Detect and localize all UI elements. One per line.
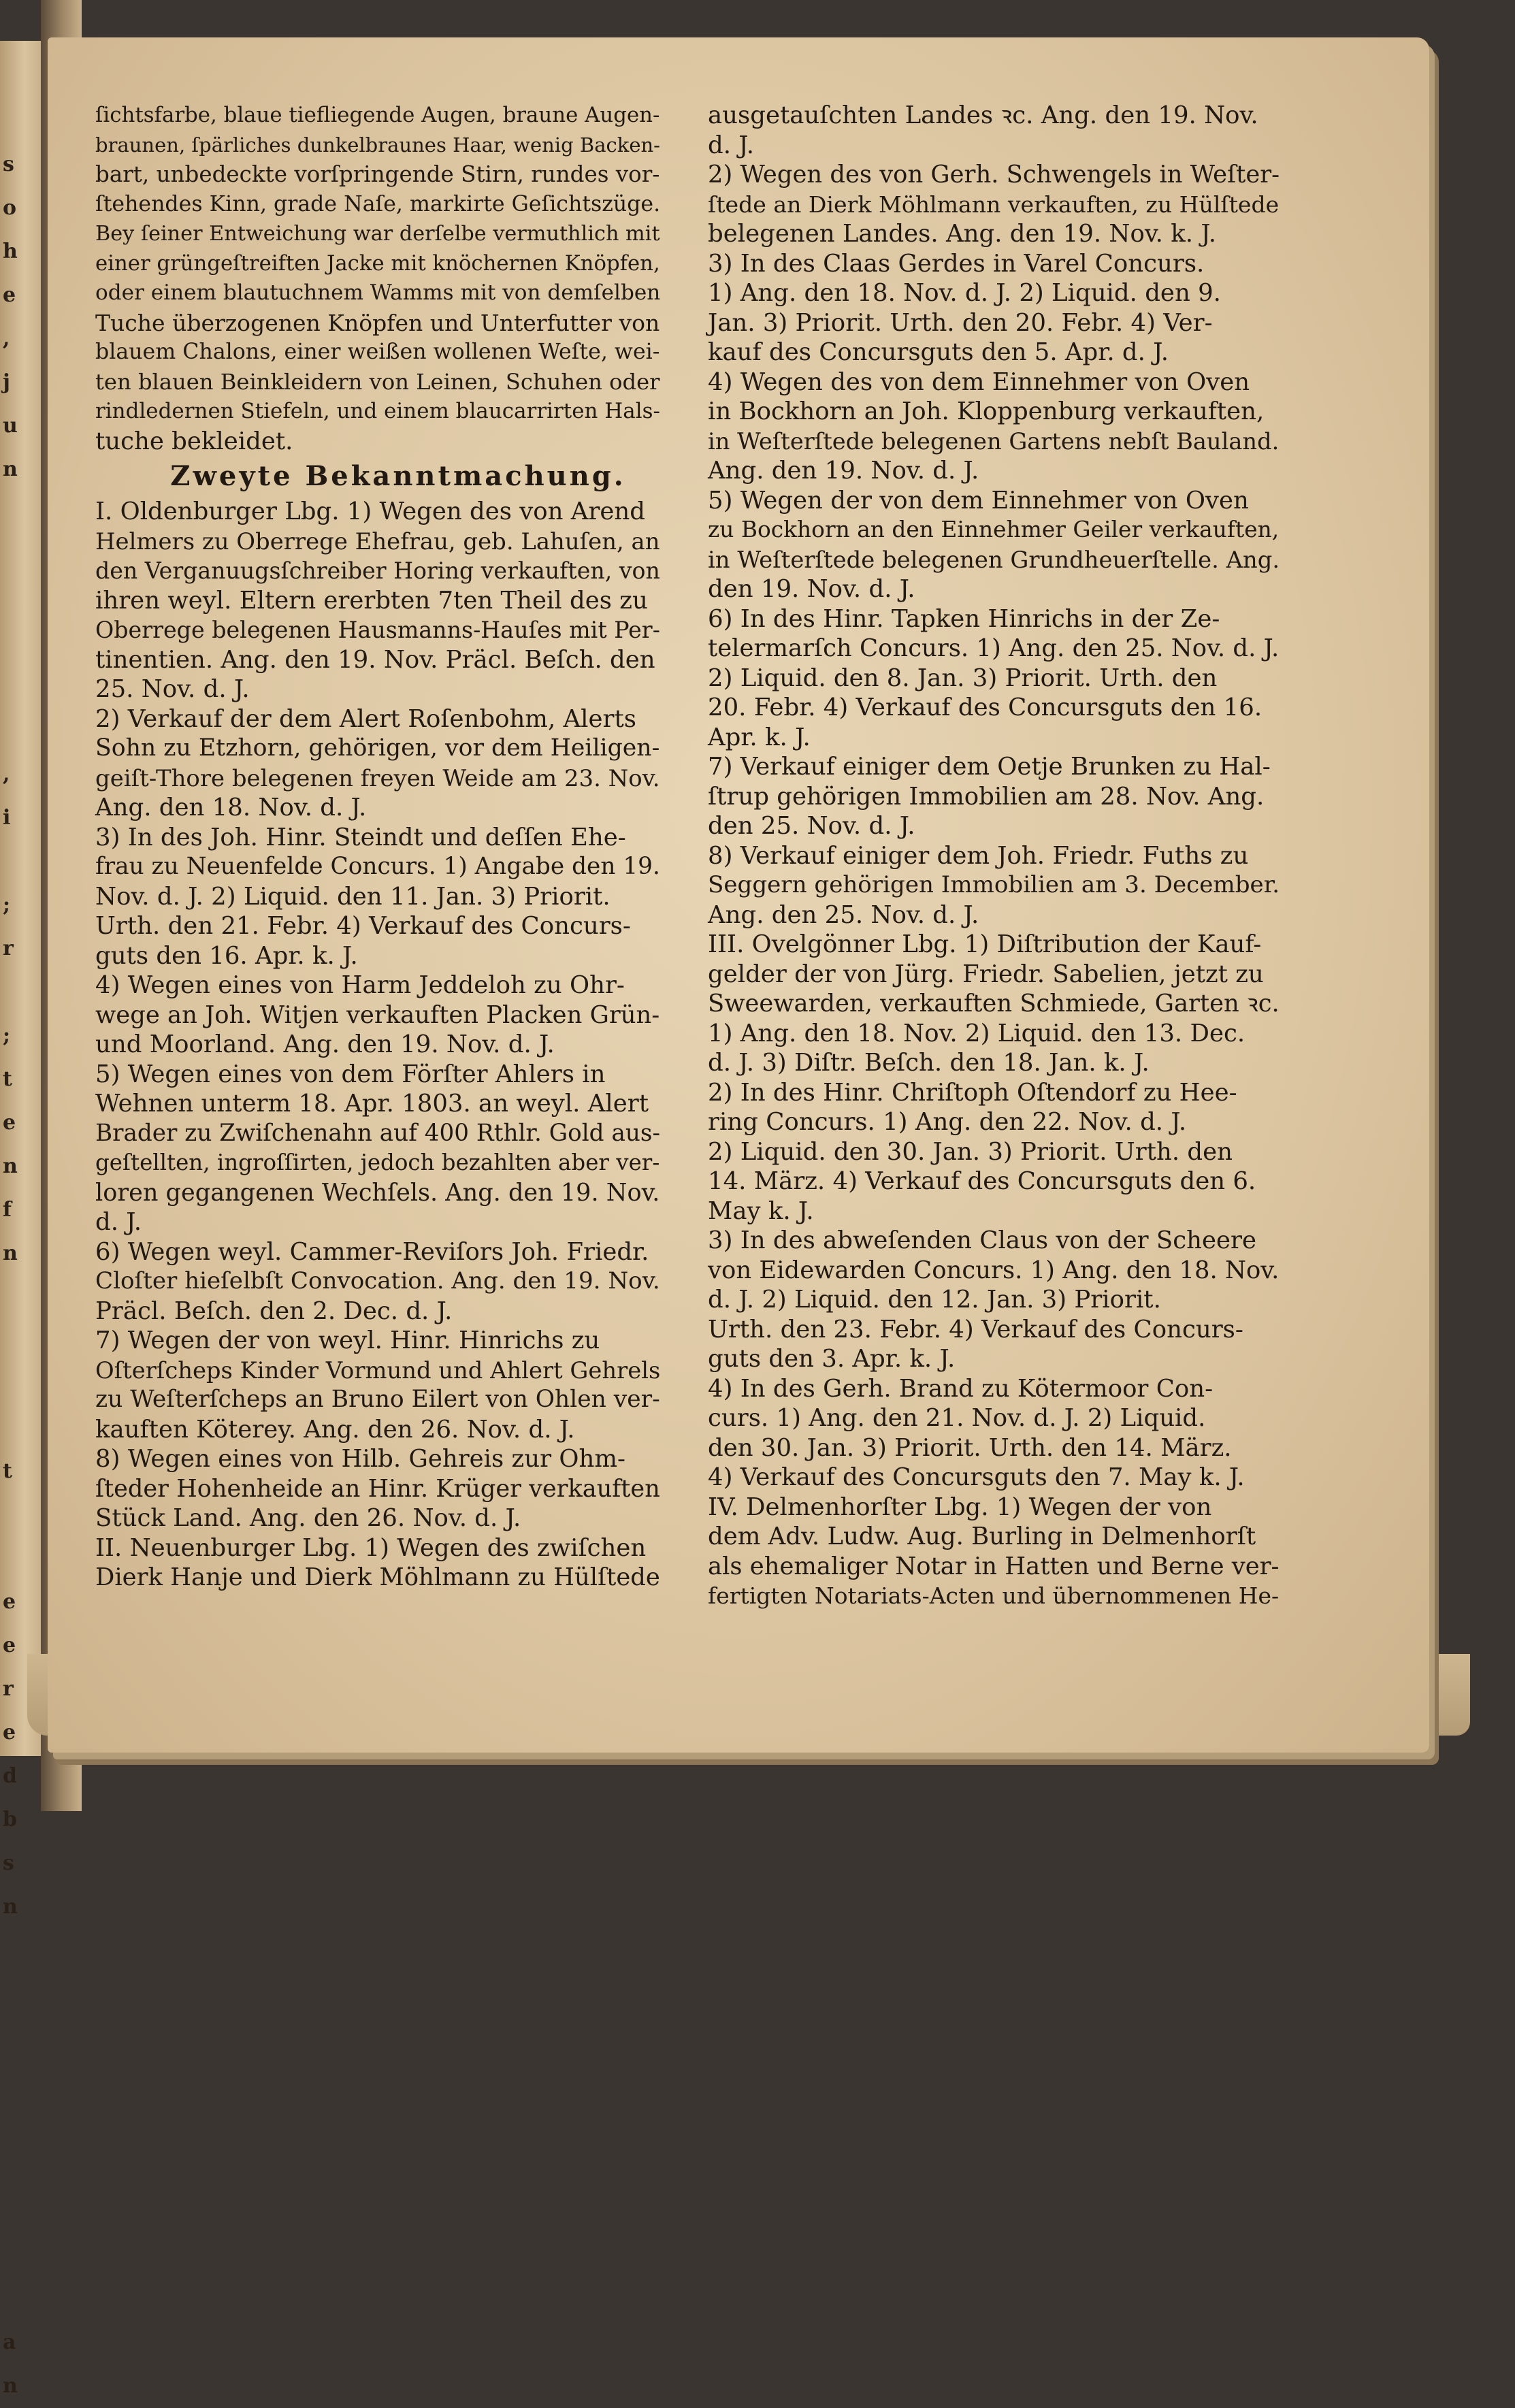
text-line: 7) Verkauf einiger dem Oetje Brunken zu Hal- xyxy=(708,753,1271,781)
text-line: 14. März. 4) Verkauf des Concursguts den 6. xyxy=(708,1167,1256,1195)
text-line: tuche bekleidet. xyxy=(95,427,293,455)
text-line: ten blauen Beinkleidern von Leinen, Schuhen oder xyxy=(95,368,660,395)
text-line: 8) Wegen eines von Hilb. Gehreis zur Ohm- xyxy=(95,1445,625,1473)
text-line: zu Weſterſcheps an Bruno Eilert von Ohlen ver- xyxy=(95,1386,660,1413)
text-line: gelder der von Jürg. Friedr. Sabelien, jetzt zu xyxy=(708,960,1264,988)
text-line: tinentien. Ang. den 19. Nov. Präcl. Beſch. den xyxy=(95,645,655,674)
text-line: d. J. xyxy=(95,1208,142,1236)
text-line: 25. Nov. d. J. xyxy=(95,675,250,703)
text-line: ſteder Hohenheide an Hinr. Krüger verkauften xyxy=(95,1474,660,1503)
text-line: 8) Verkauf einiger dem Joh. Friedr. Fuths zu xyxy=(708,841,1249,870)
text-line: von Eidewarden Concurs. 1) Ang. den 18. Nov. xyxy=(708,1256,1280,1284)
text-line: 4) Wegen des von dem Einnehmer von Oven xyxy=(708,368,1250,396)
text-line: ihren weyl. Eltern ererbten 7ten Theil des zu xyxy=(95,586,648,615)
text-line: d. J. 2) Liquid. den 12. Jan. 3) Priorit. xyxy=(708,1286,1161,1314)
text-line: braunen, ſpärliches dunkelbraunes Haar, wenig Backen- xyxy=(95,133,660,157)
text-line: einer grüngeſtreiften Jacke mit knöchernen Knöpfen, xyxy=(95,250,660,276)
text-line: wege an Joh. Witjen verkauften Placken Grün- xyxy=(95,1000,660,1029)
text-line: blauem Chalons, einer weißen wollenen Weſte, wei- xyxy=(95,340,660,364)
text-line: Bey ſeiner Entweichung war derſelbe vermuthlich mit xyxy=(95,222,660,246)
text-line: telermarſch Concurs. 1) Ang. den 25. Nov. d. J. xyxy=(708,634,1280,662)
text-line: den 30. Jan. 3) Priorit. Urth. den 14. März. xyxy=(708,1433,1232,1462)
text-line: Urth. den 23. Febr. 4) Verkauf des Concurs- xyxy=(708,1315,1243,1344)
text-line: IV. Delmenhorſter Lbg. 1) Wegen der von xyxy=(708,1493,1212,1521)
text-line: Brader zu Zwiſchenahn auf 400 Rthlr. Gold aus- xyxy=(95,1119,661,1147)
text-line: 5) Wegen der von dem Einnehmer von Oven xyxy=(708,486,1249,515)
text-line: Cloſter hieſelbſt Convocation. Ang. den 19. Nov. xyxy=(95,1267,660,1295)
text-line: 6) In des Hinr. Tapken Hinrichs in der Ze- xyxy=(708,604,1220,633)
text-line: loren gegangenen Wechſels. Ang. den 19. Nov. xyxy=(95,1178,660,1207)
text-line: Nov. d. J. 2) Liquid. den 11. Jan. 3) Priorit. xyxy=(95,882,610,911)
text-line: ausgetauſchten Landes ꝛc. Ang. den 19. Nov. xyxy=(708,101,1258,129)
text-line: zu Bockhorn an den Einnehmer Geiler verkauften, xyxy=(708,517,1280,542)
text-line: Sweewarden, verkauften Schmiede, Garten ꝛc. xyxy=(708,990,1280,1018)
text-line: Ang. den 18. Nov. d. J. xyxy=(95,794,367,821)
text-line: ſtede an Dierk Möhlmann verkauften, zu Hülſtede xyxy=(708,191,1280,218)
text-line: Oberrege belegenen Hausmanns-Hauſes mit Per- xyxy=(95,617,660,643)
text-line: dem Adv. Ludw. Aug. Burling in Delmenhorſt xyxy=(708,1523,1256,1550)
text-line: Jan. 3) Priorit. Urth. den 20. Febr. 4) Ver- xyxy=(708,308,1213,337)
text-line: 2) Verkauf der dem Alert Roſenbohm, Alerts xyxy=(95,704,636,733)
text-line: Sohn zu Etzhorn, gehörigen, vor dem Heiligen- xyxy=(95,734,660,762)
text-line: in Weſterſtede belegenen Gartens nebſt Bauland. xyxy=(708,427,1280,455)
text-line: curs. 1) Ang. den 21. Nov. d. J. 2) Liquid. xyxy=(708,1404,1206,1432)
text-line: 3) In des abweſenden Claus von der Scheere xyxy=(708,1226,1256,1254)
text-line: Ang. den 19. Nov. d. J. xyxy=(708,457,979,485)
text-line: Oſterſcheps Kinder Vormund und Ahlert Gehrels xyxy=(95,1356,661,1384)
text-line: III. Ovelgönner Lbg. 1) Diſtribution der Kauf- xyxy=(708,930,1262,958)
text-line: geiſt-Thore belegenen freyen Weide am 23. Nov. xyxy=(95,764,660,792)
text-line: Apr. k. J. xyxy=(708,723,811,751)
text-line: 2) Wegen des von Gerh. Schwengels in Weſter- xyxy=(708,161,1280,189)
text-line: 6) Wegen weyl. Cammer-Reviſors Joh. Friedr. xyxy=(95,1237,649,1266)
text-line: 4) Wegen eines von Harm Jeddeloh zu Ohr- xyxy=(95,971,625,999)
text-line: Wehnen unterm 18. Apr. 1803. an weyl. Alert xyxy=(95,1090,649,1118)
left-text-column xyxy=(95,101,660,1593)
text-line: 2) Liquid. den 8. Jan. 3) Priorit. Urth. den xyxy=(708,664,1218,692)
text-line: als ehemaliger Notar in Hatten und Berne ver- xyxy=(708,1552,1280,1580)
text-line: kauften Köterey. Ang. den 26. Nov. d. J. xyxy=(95,1415,575,1444)
text-line: I. Oldenburger Lbg. 1) Wegen des von Arend xyxy=(95,498,646,525)
text-line: in Weſterſtede belegenen Grundheuerſtelle. Ang. xyxy=(708,546,1280,573)
text-line: kauf des Concursguts den 5. Apr. d. J. xyxy=(708,338,1169,366)
text-line: 3) In des Claas Gerdes in Varel Concurs. xyxy=(708,249,1205,278)
text-line: den 19. Nov. d. J. xyxy=(708,575,915,603)
text-line: Dierk Hanje und Dierk Möhlmann zu Hülſtede xyxy=(95,1563,660,1591)
text-line: ſtrup gehörigen Immobilien am 28. Nov. Ang. xyxy=(708,782,1265,811)
text-line: Seggern gehörigen Immobilien am 3. December. xyxy=(708,871,1280,898)
text-line: 5) Wegen eines von dem Förſter Ahlers in xyxy=(95,1060,606,1088)
text-line: fertigten Notariats-Acten und übernommenen He- xyxy=(708,1582,1280,1609)
text-line: Urth. den 21. Febr. 4) Verkauf des Concurs- xyxy=(95,912,631,940)
text-line: Helmers zu Oberrege Ehefrau, geb. Lahuſen, an xyxy=(95,527,660,555)
text-line: 2) In des Hinr. Chriſtoph Oſtendorf zu Hee- xyxy=(708,1078,1237,1107)
text-line: rindledernen Stiefeln, und einem blaucarrirten Hals- xyxy=(95,399,660,423)
text-line: Ang. den 25. Nov. d. J. xyxy=(708,900,979,929)
text-line: 1) Ang. den 18. Nov. d. J. 2) Liquid. den 9. xyxy=(708,279,1221,307)
text-line: 2) Liquid. den 30. Jan. 3) Priorit. Urth. den xyxy=(708,1137,1233,1166)
text-line: 7) Wegen der von weyl. Hinr. Hinrichs zu xyxy=(95,1327,600,1354)
text-line: und Moorland. Ang. den 19. Nov. d. J. xyxy=(95,1030,555,1058)
text-line: geſtellten, ingroſſirten, jedoch bezahlten aber ver- xyxy=(95,1150,660,1175)
text-line: May k. J. xyxy=(708,1197,814,1225)
right-text-column xyxy=(708,101,1280,1611)
text-line: bart, unbedeckte vorſpringende Stirn, rundes vor- xyxy=(95,161,660,187)
text-line: ſichtsfarbe, blaue tiefliegende Augen, braune Augen- xyxy=(95,103,660,127)
text-line: belegenen Landes. Ang. den 19. Nov. k. J. xyxy=(708,220,1217,248)
text-line: II. Neuenburger Lbg. 1) Wegen des zwiſchen xyxy=(95,1533,647,1562)
text-line: guts den 16. Apr. k. J. xyxy=(95,941,358,970)
text-line: den 25. Nov. d. J. xyxy=(708,812,915,840)
text-line: d. J. xyxy=(708,131,755,159)
section-heading: Zweyte Bekanntmachung. xyxy=(170,460,626,492)
text-line: Stück Land. Ang. den 26. Nov. d. J. xyxy=(95,1504,521,1532)
text-line: 4) Verkauf des Concursguts den 7. May k. J. xyxy=(708,1463,1245,1491)
text-line: 4) In des Gerh. Brand zu Kötermoor Con- xyxy=(708,1374,1213,1403)
left-page-edge xyxy=(0,41,42,2398)
text-line: Tuche überzogenen Knöpfen und Unterfutter von xyxy=(95,309,660,336)
text-line: oder einem blautuchnem Wamms mit von demſelben xyxy=(95,280,661,305)
text-line: 1) Ang. den 18. Nov. 2) Liquid. den 13. Dec. xyxy=(708,1019,1245,1047)
text-line: ring Concurs. 1) Ang. den 22. Nov. d. J. xyxy=(708,1108,1187,1136)
left-margin-characters: s o h e , j u n , i ; r ; t e n f n t e e r e d b s n a n xyxy=(3,152,18,2398)
text-line: frau zu Neuenfelde Concurs. 1) Angabe den 19. xyxy=(95,853,660,880)
text-line: 3) In des Joh. Hinr. Steindt und deſſen Ehe- xyxy=(95,823,626,851)
text-line: 20. Febr. 4) Verkauf des Concursguts den 16. xyxy=(708,694,1262,721)
text-line: d. J. 3) Diſtr. Beſch. den 18. Jan. k. J. xyxy=(708,1049,1150,1077)
text-line: guts den 3. Apr. k. J. xyxy=(708,1345,956,1373)
text-line: in Bockhorn an Joh. Kloppenburg verkauften, xyxy=(708,397,1265,425)
text-line: Präcl. Beſch. den 2. Dec. d. J. xyxy=(95,1297,453,1325)
text-line: den Verganuugsſchreiber Horing verkauften, von xyxy=(95,557,660,584)
text-line: ſtehendes Kinn, grade Naſe, markirte Geſichtszüge. xyxy=(95,191,661,216)
